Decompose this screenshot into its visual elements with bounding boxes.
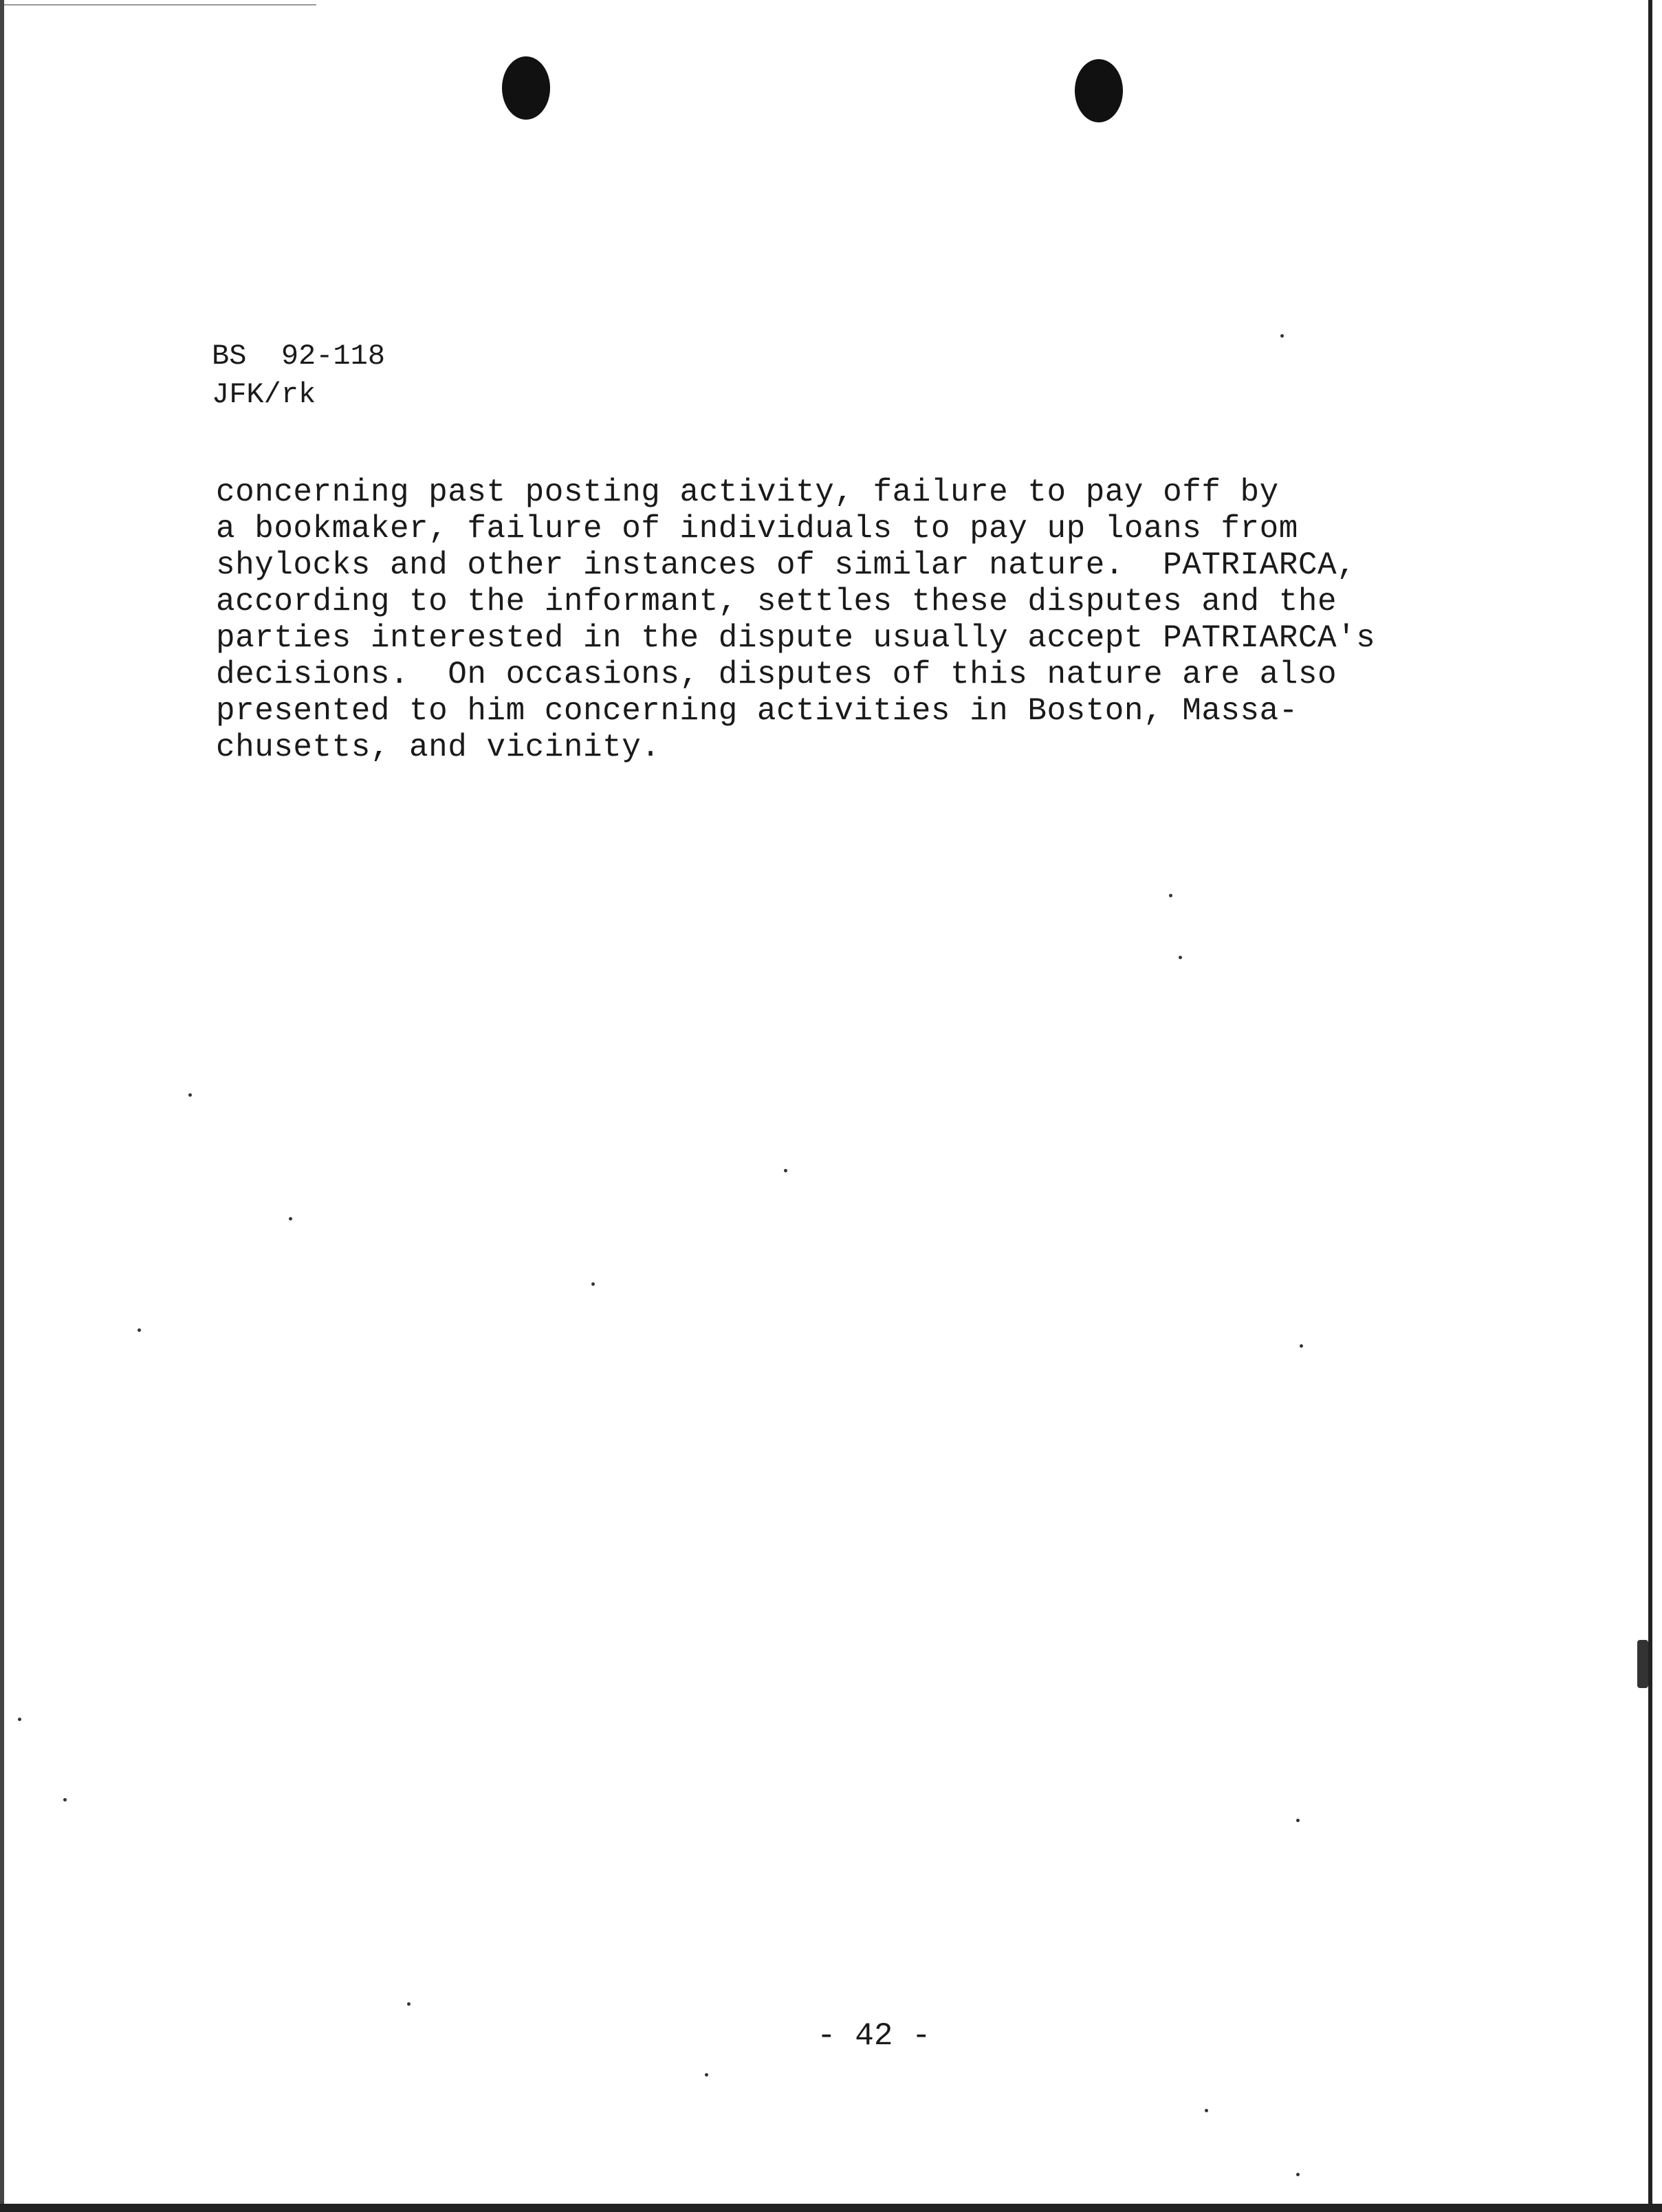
- scan-speck: [705, 2073, 708, 2077]
- body-line: presented to him concerning activities in Boston, Massa-: [216, 693, 1298, 729]
- scan-speck: [1179, 956, 1182, 959]
- scan-speck: [188, 1093, 192, 1097]
- scan-speck: [18, 1718, 21, 1721]
- typist-initials: JFK/rk: [212, 378, 316, 411]
- page-number: - 42 -: [817, 2018, 931, 2054]
- body-line: shylocks and other instances of similar nature. PATRIARCA,: [216, 547, 1357, 583]
- edge-mark: [1637, 1640, 1648, 1688]
- scan-speck: [63, 1798, 67, 1802]
- body-line: according to the informant, settles these disputes and the: [216, 584, 1337, 620]
- scan-speck: [138, 1328, 141, 1332]
- scan-speck: [1205, 2109, 1208, 2112]
- body-line: concerning past posting activity, failure to pay off by: [216, 474, 1279, 510]
- file-header: [212, 337, 385, 414]
- top-edge-line: [0, 4, 316, 6]
- body-line: a bookmaker, failure of individuals to pay up loans from: [216, 511, 1298, 547]
- body-line: chusetts, and vicinity.: [216, 730, 661, 765]
- body-paragraph: [216, 474, 1375, 766]
- punch-hole-right: [1075, 59, 1123, 122]
- body-line: decisions. On occasions, disputes of this nature are also: [216, 657, 1337, 692]
- scan-speck: [1280, 334, 1284, 338]
- right-edge-border: [1648, 0, 1652, 2212]
- body-line: parties interested in the dispute usually accept PATRIARCA's: [216, 620, 1376, 656]
- scan-speck: [784, 1169, 787, 1172]
- scan-speck: [1296, 2173, 1300, 2176]
- scan-speck: [1169, 894, 1172, 897]
- scan-speck: [1300, 1344, 1303, 1348]
- left-edge-border: [0, 0, 4, 2212]
- bottom-edge-border: [0, 2204, 1662, 2212]
- file-number: BS 92-118: [212, 340, 386, 373]
- scan-speck: [591, 1282, 595, 1286]
- scan-speck: [289, 1217, 292, 1220]
- scan-speck: [407, 2002, 411, 2006]
- scan-speck: [1296, 1819, 1300, 1822]
- punch-hole-left: [502, 56, 550, 120]
